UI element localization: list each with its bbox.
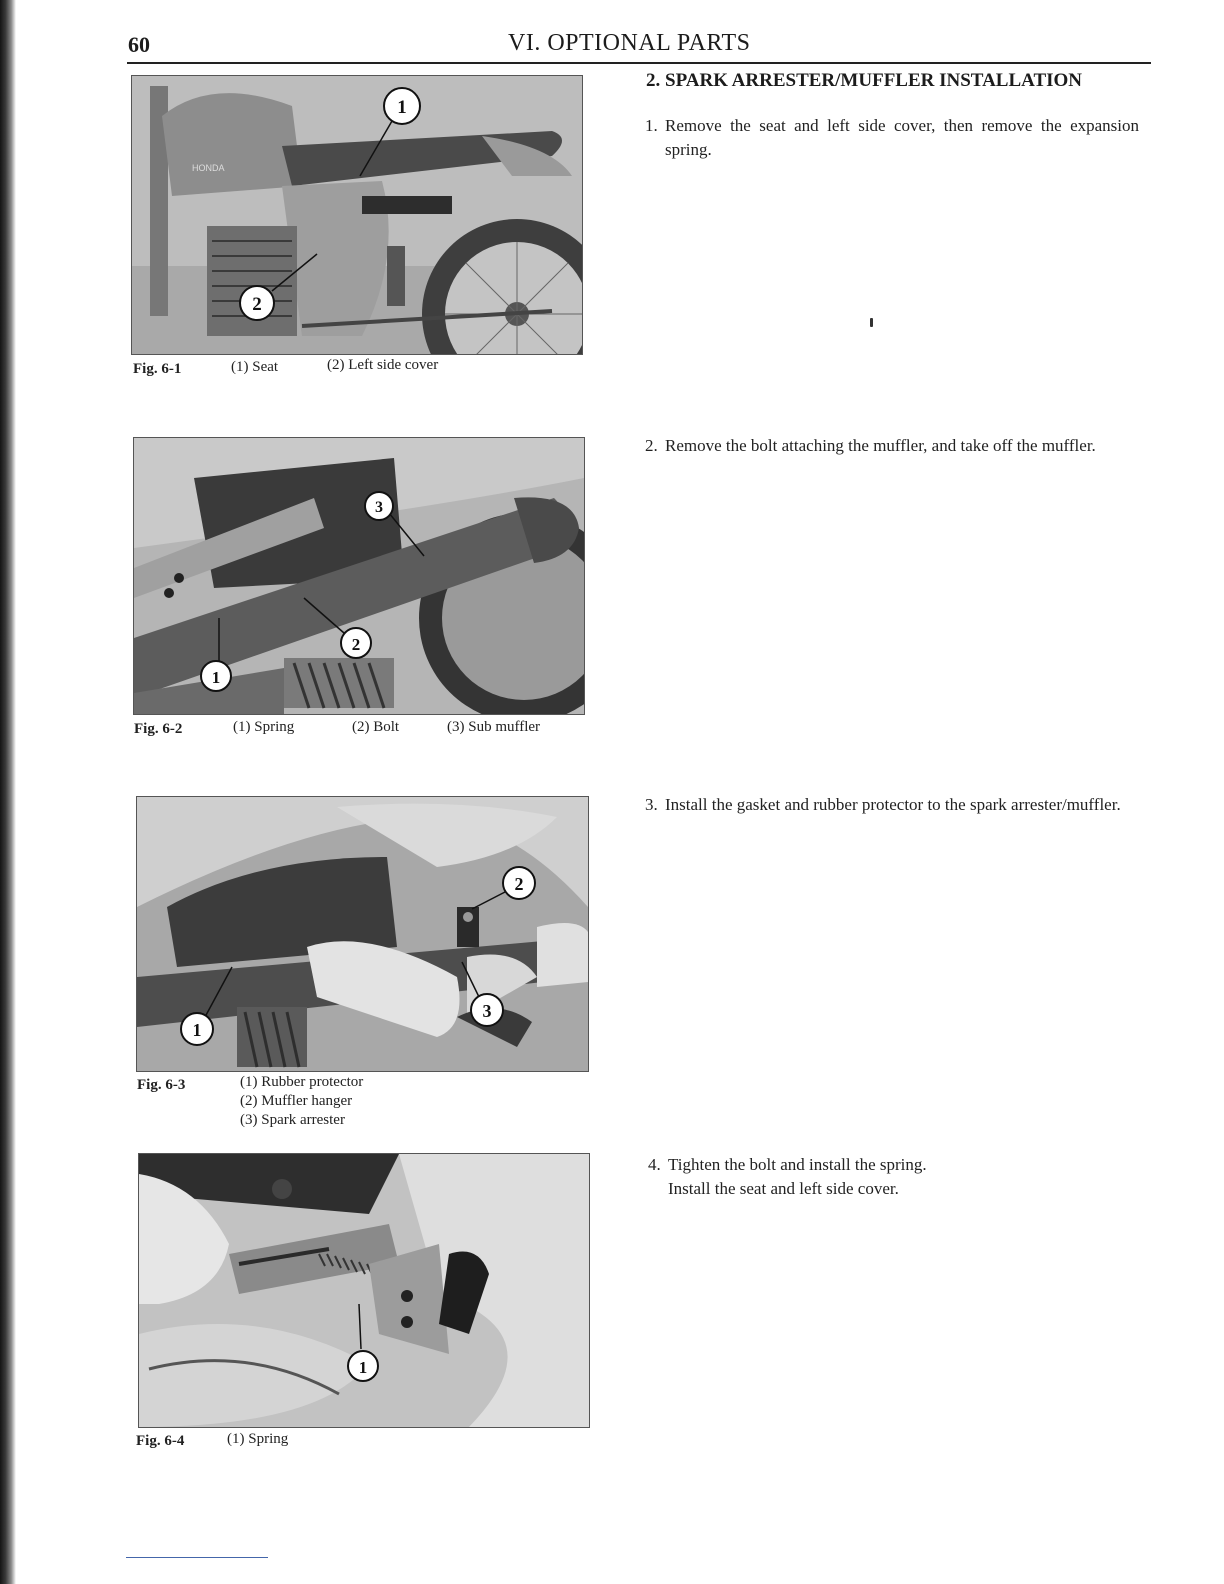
step-text: Remove the seat and left side cover, then remove the expansion spring. [665,116,1139,159]
step-text: Remove the bolt attaching the muffler, and take off the muffler. [665,436,1096,455]
callout-number: 2 [252,294,262,315]
muffler-photo [134,438,584,714]
figure-6-2-item: (2) Bolt [352,719,400,735]
figure-6-4-photo [138,1153,590,1428]
step-number: 1. [645,116,658,135]
figure-6-1-label: Fig. 6-1 [133,361,182,377]
figure-6-2-item: (3) Sub muffler [447,719,541,735]
figure-6-3-item: (1) Rubber protector [240,1074,364,1090]
callout-number: 2 [351,635,361,654]
page-binding-edge [0,0,16,1584]
instruction-step [645,793,1139,817]
footer-rule [126,1557,268,1558]
figure-6-2-photo [133,437,585,715]
callout-number: 2 [514,874,524,894]
figure-6-4-item: (1) Spring [227,1431,289,1447]
figure-6-3-item: (3) Spark arrester [240,1112,345,1128]
callout-number: 3 [482,1001,492,1021]
spark-arrester-photo [137,797,588,1071]
step-text: Tighten the bolt and install the spring. [668,1155,927,1174]
figure-6-3-item: (2) Muffler hanger [240,1093,353,1109]
header-rule [127,62,1151,64]
step-number: 4. [648,1155,661,1174]
figure-6-2-item: (1) Spring [233,719,295,735]
chapter-title: VI. OPTIONAL PARTS [508,30,751,56]
instruction-step [645,114,1139,162]
spring-install-photo [139,1154,589,1427]
figure-6-1-item: (1) Seat [231,359,279,375]
figure-6-1-photo [131,75,583,355]
callout-number: 1 [192,1020,202,1040]
instruction-step [648,1153,1068,1201]
section-heading: 2. SPARK ARRESTER/MUFFLER INSTALLATION [646,70,1083,91]
step-text: Install the seat and left side cover. [668,1179,899,1198]
instruction-step [645,434,1139,458]
step-number: 3. [645,795,658,814]
figure-6-1-item: (2) Left side cover [327,357,439,373]
figure-6-3-label: Fig. 6-3 [137,1077,186,1093]
tank-logo: HONDA [192,163,225,173]
callout-number: 1 [358,1358,368,1377]
figure-6-2-label: Fig. 6-2 [134,721,183,737]
figure-6-4-label: Fig. 6-4 [136,1433,185,1449]
step-number: 2. [645,436,658,455]
page-number: 60 [128,32,150,57]
step-text: Install the gasket and rubber protector to the spark arrester/muffler. [665,795,1121,814]
print-speck [870,318,873,327]
motorcycle-photo [132,76,582,354]
callout-number: 1 [397,97,407,118]
figure-6-3-photo [136,796,589,1072]
callout-number: 3 [375,499,383,516]
callout-number: 1 [211,668,221,687]
